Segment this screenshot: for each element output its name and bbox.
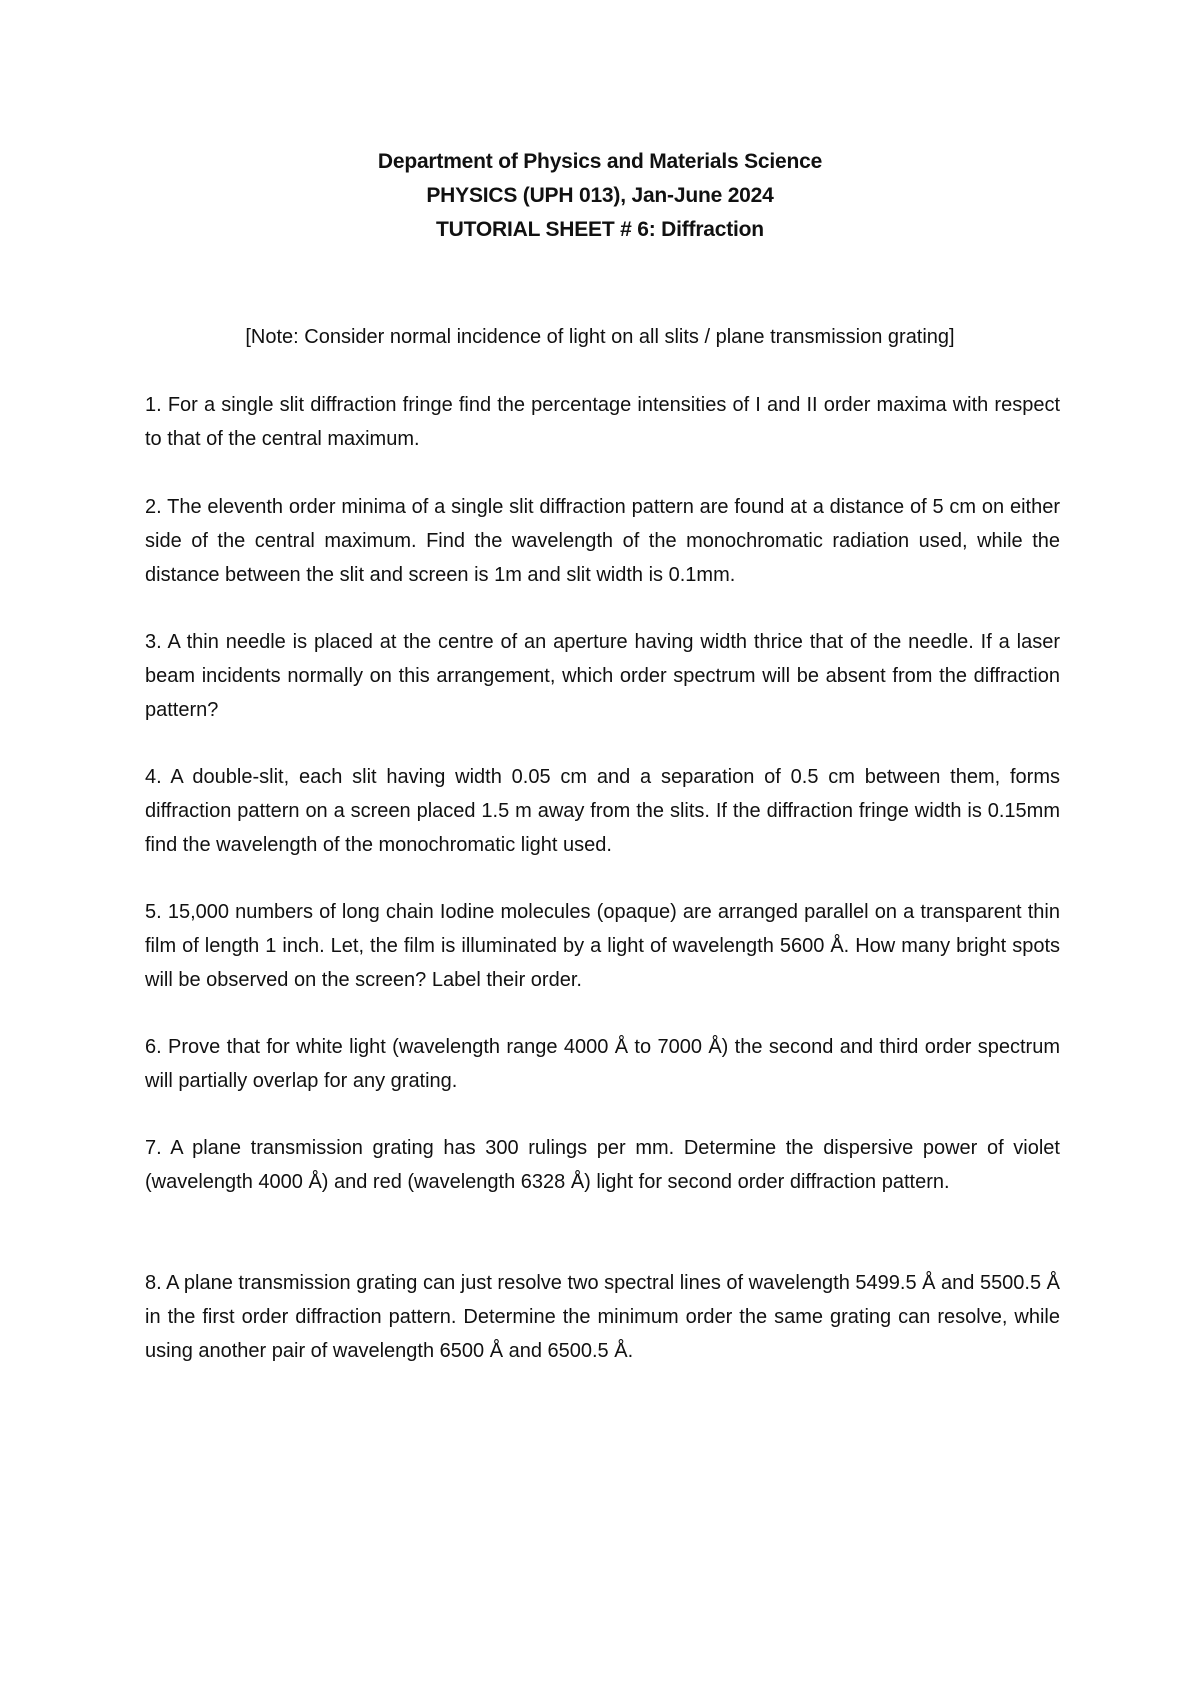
question-number: 2. [145, 496, 168, 518]
question-text: A plane transmission grating can just resolve two spectral lines of wavelength 5499.5 Å and 5500.5 Å in the first order diffraction pattern. Determine the minimum order the same grating can resolve, while using another pair of wavelength 6500 Å and 6500.5 Å. [145, 1272, 1061, 1362]
question-number: 8. [145, 1272, 167, 1294]
course-title: PHYSICS (UPH 013), Jan-June 2024 [426, 184, 774, 207]
question-number: 7. [145, 1137, 171, 1159]
instruction-note: [Note: Consider normal incidence of light on all slits / plane transmission grating] [245, 326, 955, 348]
question-text: A plane transmission grating has 300 rulings per mm. Determine the dispersive power of violet (wavelength 4000 Å) and red (wavelength 6328 Å) light for second order diffraction pattern. [145, 1137, 1060, 1193]
question-number: 5. [145, 901, 168, 923]
department-title: Department of Physics and Materials Science [377, 150, 823, 173]
question-number: 4. [145, 766, 171, 788]
document-header [0, 145, 1200, 247]
question-text: For a single slit diffraction fringe find the percentage intensities of I and II order maxima with respect to that of the central maximum. [145, 394, 1060, 450]
question-number: 3. [145, 631, 168, 653]
question-8 [145, 1266, 1060, 1368]
question-text: A thin needle is placed at the centre of an aperture having width thrice that of the needle. If a laser beam incidents normally on this arrangement, which order spectrum will be absent from the diffraction pattern? [145, 631, 1060, 721]
question-4 [145, 760, 1060, 862]
question-7 [145, 1131, 1060, 1199]
question-1 [145, 388, 1060, 456]
question-text: A double-slit, each slit having width 0.05 cm and a separation of 0.5 cm between them, forms diffraction pattern on a screen placed 1.5 m away from the slits. If the diffraction fringe width is 0.15mm find the wavelength of the monochromatic light used. [145, 766, 1060, 856]
question-text: 15,000 numbers of long chain Iodine molecules (opaque) are arranged parallel on a transparent thin film of length 1 inch. Let, the film is illuminated by a light of wavelength 5600 Å. How many bright spots will be observed on the screen? Label their order. [145, 901, 1060, 991]
question-5 [145, 895, 1060, 997]
question-text: The eleventh order minima of a single slit diffraction pattern are found at a distance of 5 cm on either side of the central maximum. Find the wavelength of the monochromatic radiation used, while the distance between the slit and screen is 1m and slit width is 0.1mm. [145, 496, 1060, 586]
question-3 [145, 625, 1060, 727]
sheet-title: TUTORIAL SHEET # 6: Diffraction [436, 218, 764, 241]
question-2 [145, 490, 1060, 592]
question-number: 1. [145, 394, 168, 416]
question-number: 6. [145, 1036, 169, 1058]
question-6 [145, 1030, 1060, 1098]
question-text: Prove that for white light (wavelength range 4000 Å to 7000 Å) the second and third order spectrum will partially overlap for any grating. [145, 1036, 1060, 1092]
